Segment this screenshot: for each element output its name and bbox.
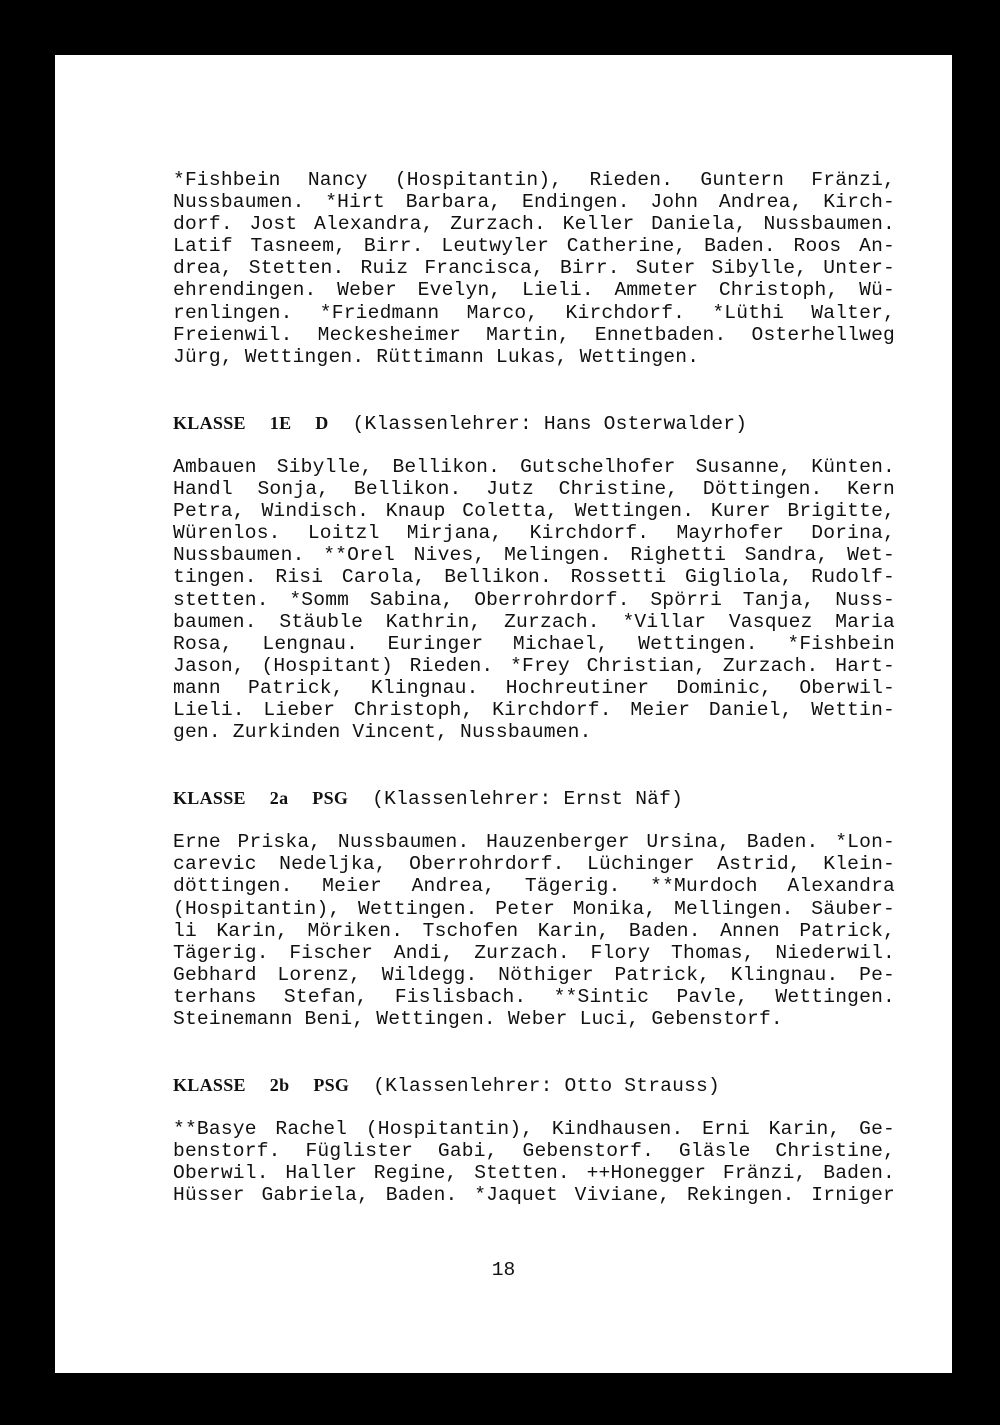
section-heading [173,1074,895,1096]
text-line: terhans Stefan, Fislisbach. **Sintic Pavle, Wettingen. [173,985,895,1008]
text-line: Lieli. Lieber Christoph, Kirchdorf. Meier Daniel, Wettin- [173,698,895,721]
text-line: benstorf. Füglister Gabi, Gebenstorf. Gläsle Christine, [173,1140,895,1163]
text-line: Handl Sonja, Bellikon. Jutz Christine, Döttingen. Kern [173,478,895,501]
text-line: Erne Priska, Nussbaumen. Hauzenberger Ursina, Baden. *Lon- [173,831,895,854]
text-line: Hüsser Gabriela, Baden. *Jaquet Viviane, Rekingen. Irniger [173,1184,895,1207]
klasse-id: 2b [269,1075,290,1096]
text-line: Gebhard Lorenz, Wildegg. Nöthiger Patrick, Klingnau. Pe- [173,963,895,986]
text-line: Nussbaumen. *Hirt Barbara, Endingen. John Andrea, Kirch- [173,191,895,214]
text-line: Freienwil. Meckesheimer Martin, Ennetbaden. Osterhellweg [173,323,895,346]
klasse-type: PSG [313,1075,350,1096]
text-line: (Hospitantin), Wettingen. Peter Monika, Mellingen. Säuber- [173,897,895,920]
klasse-id: 2a [269,788,289,809]
klasse-type: D [315,412,329,433]
page-number: 18 [491,1259,516,1281]
section-klasse-1e-d [173,412,895,743]
text-line: Jason, (Hospitant) Rieden. *Frey Christian, Zurzach. Hart- [173,654,895,677]
text-line: gen. Zurkinden Vincent, Nussbaumen. [173,721,592,744]
text-line: Nussbaumen. **Orel Nives, Melingen. Righetti Sandra, Wet- [173,544,895,567]
intro-paragraph [173,169,895,368]
text-line: tingen. Risi Carola, Bellikon. Rossetti Gigliola, Rudolf- [173,566,895,589]
text-line: Steinemann Beni, Wettingen. Weber Luci, Gebenstorf. [173,1008,783,1030]
text-line: mann Patrick, Klingnau. Hochreutiner Dominic, Oberwil- [173,676,895,699]
text-line: Petra, Windisch. Knaup Coletta, Wettingen. Kurer Brigitte, [173,500,895,523]
klasse-id: 1E [269,412,292,433]
text-line: Ambauen Sibylle, Bellikon. Gutschelhofer Susanne, Künten. [173,455,895,478]
klasse-label: KLASSE [173,788,246,809]
section-heading [173,787,895,809]
text-line: baumen. Stäuble Kathrin, Zurzach. *Villar Vasquez Maria [173,610,895,633]
text-line: carevic Nedeljka, Oberrohrdorf. Lüchinger Astrid, Klein- [173,853,895,876]
text-line: drea, Stetten. Ruiz Francisca, Birr. Suter Sibylle, Unter- [173,257,895,280]
text-line: stetten. *Somm Sabina, Oberrohrdorf. Spörri Tanja, Nuss- [173,588,895,611]
klasse-label: KLASSE [173,1075,246,1096]
text-line: Oberwil. Haller Regine, Stetten. ++Honegger Fränzi, Baden. [173,1162,895,1185]
page-content [173,169,895,1207]
section-klasse-2a-psg [173,787,895,1030]
section-heading [173,412,895,434]
text-line: Jürg, Wettingen. Rüttimann Lukas, Wettingen. [173,345,700,368]
text-line: Tägerig. Fischer Andi, Zurzach. Flory Thomas, Niederwil. [173,941,895,964]
section-klasse-2b-psg [173,1074,895,1206]
klasse-type: PSG [312,788,349,809]
text-line: li Karin, Möriken. Tschofen Karin, Baden. Annen Patrick, [173,919,895,942]
text-line: döttingen. Meier Andrea, Tägerig. **Murdoch Alexandra [173,875,895,898]
text-line: **Basye Rachel (Hospitantin), Kindhausen. Erni Karin, Ge- [173,1118,895,1141]
text-line: Latif Tasneem, Birr. Leutwyler Catherine, Baden. Roos An- [173,235,895,258]
text-line: dorf. Jost Alexandra, Zurzach. Keller Daniela, Nussbaumen. [173,213,895,236]
text-line: ehrendingen. Weber Evelyn, Lieli. Ammeter Christoph, Wü- [173,279,895,302]
teacher-info: (Klassenlehrer: Otto Strauss) [373,1075,720,1098]
text-line: *Fishbein Nancy (Hospitantin), Rieden. Guntern Fränzi, [173,169,895,191]
klasse-label: KLASSE [173,412,246,433]
text-line: Würenlos. Loitzl Mirjana, Kirchdorf. Mayrhofer Dorina, [173,522,895,545]
text-line: Rosa, Lengnau. Euringer Michael, Wettingen. *Fishbein [173,632,895,655]
teacher-info: (Klassenlehrer: Ernst Näf) [372,788,684,811]
document-page [55,55,952,1373]
teacher-info: (Klassenlehrer: Hans Osterwalder) [352,412,748,435]
text-line: renlingen. *Friedmann Marco, Kirchdorf. *Lüthi Walter, [173,301,895,324]
